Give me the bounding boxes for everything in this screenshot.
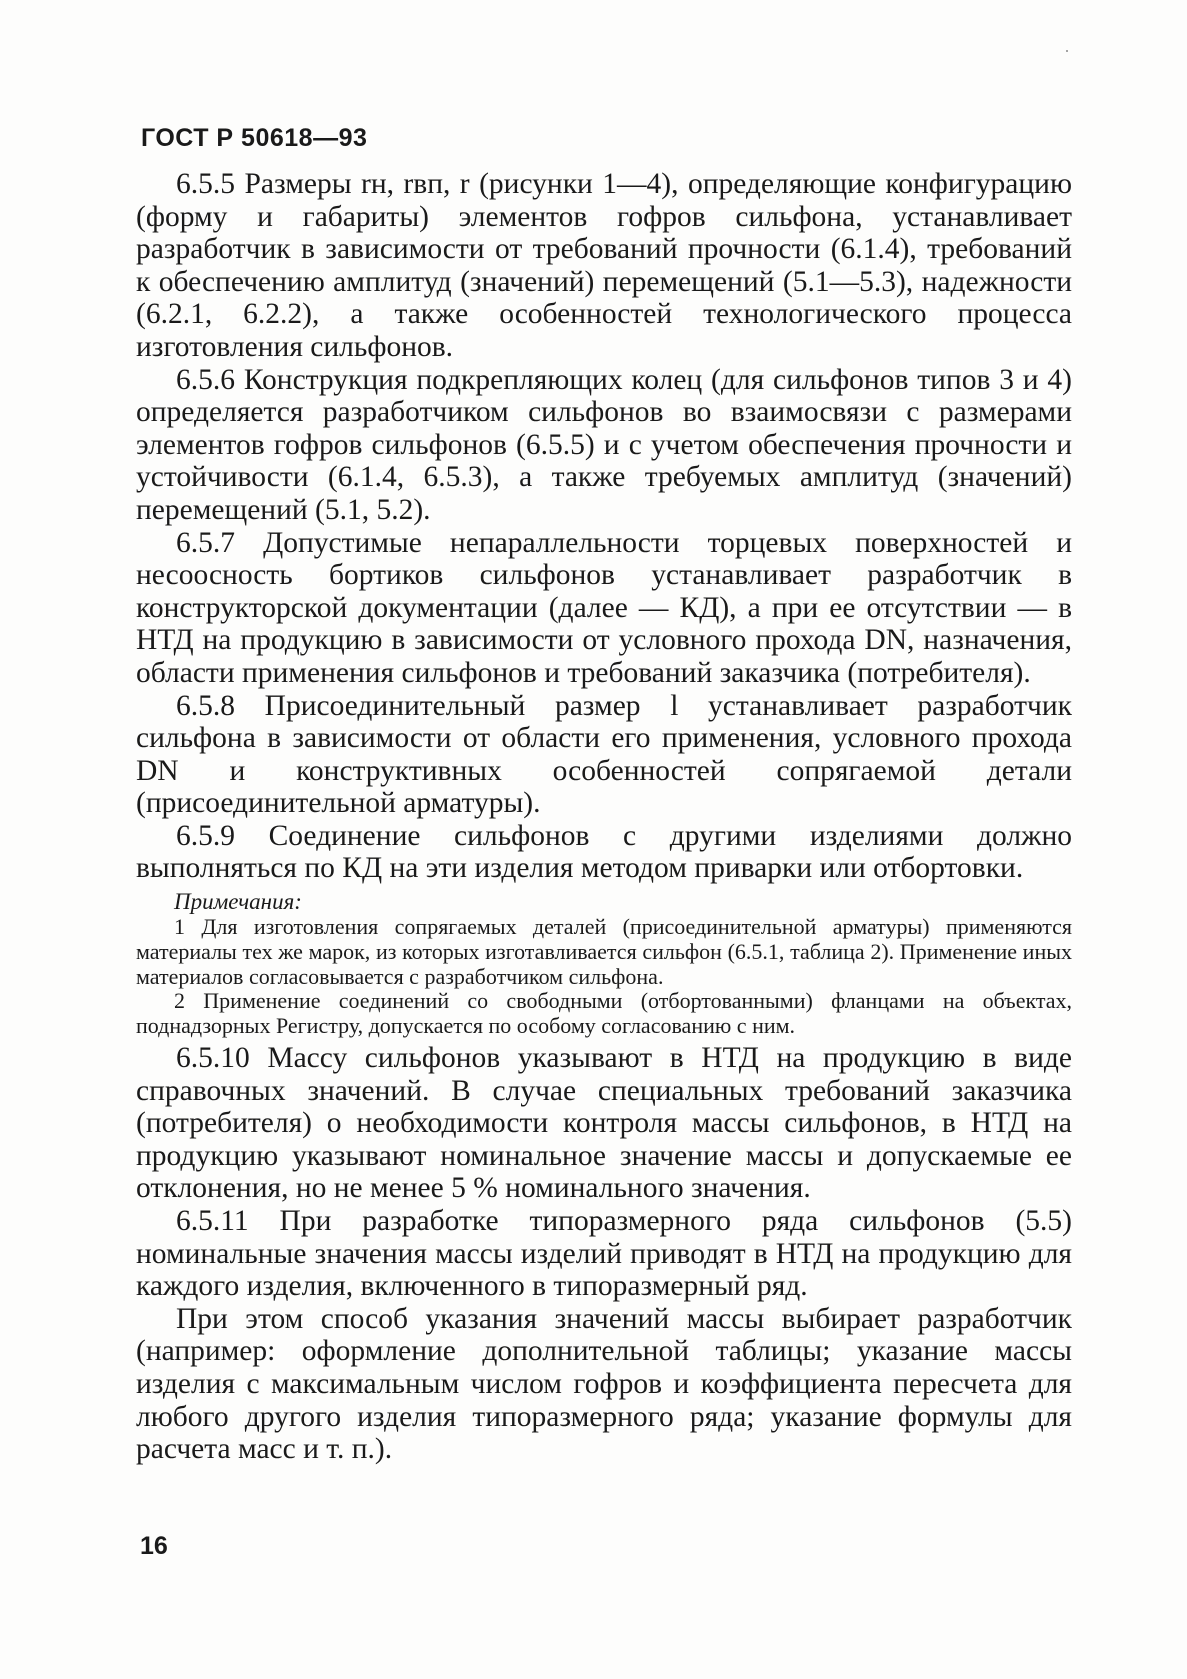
document-header: ГОСТ Р 50618—93 bbox=[141, 124, 368, 152]
paragraph-6-5-10: 6.5.10 Массу сильфонов указывают в НТД на продукцию в виде справочных значений. В случае специальных требований заказчика (потребителя) о необходимости контроля массы сильфонов, в НТД на продукцию указывают номинальное значение массы и допускаемые ее отклонения, но не менее 5 % номинального значения. bbox=[136, 1042, 1072, 1205]
paragraph-6-5-7: 6.5.7 Допустимые непараллельности торцевых поверхностей и несоосность бортиков сильфонов устанавливает разработчик в конструкторской документации (далее — КД), а при ее отсутствии — в НТД на продукцию в зависимости от условного прохода DN, назначения, области применения сильфонов и требований заказчика (потребителя). bbox=[136, 526, 1072, 689]
note-2: 2 Применение соединений со свободными (отбортованными) фланцами на объектах, поднадзорных Регистру, допускается по особому согласованию с ним. bbox=[136, 988, 1072, 1039]
paragraph-6-5-5: 6.5.5 Размеры rн, rвп, r (рисунки 1—4), определяющие конфигурацию (форму и габариты) элементов гофров сильфона, устанавливает разработчик в зависимости от требований прочности (6.1.4), требований к обеспечению амплитуд (значений) перемещений (5.1—5.3), надежности (6.2.1, 6.2.2), а также особенностей технологического процесса изготовления сильфонов. bbox=[136, 168, 1072, 363]
notes-title: Примечания: bbox=[174, 889, 302, 915]
paragraph-6-5-11: 6.5.11 При разработке типоразмерного ряда сильфонов (5.5) номинальные значения массы изделий приводят в НТД на продукцию для каждого изделия, включенного в типоразмерный ряд. bbox=[136, 1205, 1072, 1303]
paragraph-6-5-8: 6.5.8 Присоединительный размер l устанавливает разработчик сильфона в зависимости от области его применения, условного прохода DN и конструктивных особенностей сопрягаемой детали (присоединительной арматуры). bbox=[136, 689, 1072, 820]
paragraph-6-5-6: 6.5.6 Конструкция подкрепляющих колец (для сильфонов типов 3 и 4) определяется разработчиком сильфонов во взаимосвязи с размерами элементов гофров сильфонов (6.5.5) и с учетом обеспечения прочности и устойчивости (6.1.4, 6.5.3), а также требуемых амплитуд (значений) перемещений (5.1, 5.2). bbox=[136, 363, 1072, 526]
paragraph-mass-method: При этом способ указания значений массы выбирает разработчик (например: оформление дополнительной таблицы; указание массы изделия с максимальным числом гофров и коэффициента пересчета для любого другого изделия типоразмерного ряда; указание формулы для расчета масс и т. п.). bbox=[136, 1302, 1072, 1466]
note-1: 1 Для изготовления сопрягаемых деталей (присоединительной арматуры) применяются материалы тех же марок, из которых изготавливается сильфон (6.5.1, таблица 2). Применение иных материалов согласовывается с разработчиком сильфона. bbox=[136, 914, 1072, 989]
document-body bbox=[136, 168, 1072, 1466]
paragraph-6-5-9: 6.5.9 Соединение сильфонов с другими изделиями должно выполняться по КД на эти изделия методом приварки или отбортовки. bbox=[136, 819, 1072, 885]
page-number: 16 bbox=[140, 1532, 168, 1560]
scan-speck bbox=[1066, 50, 1068, 52]
